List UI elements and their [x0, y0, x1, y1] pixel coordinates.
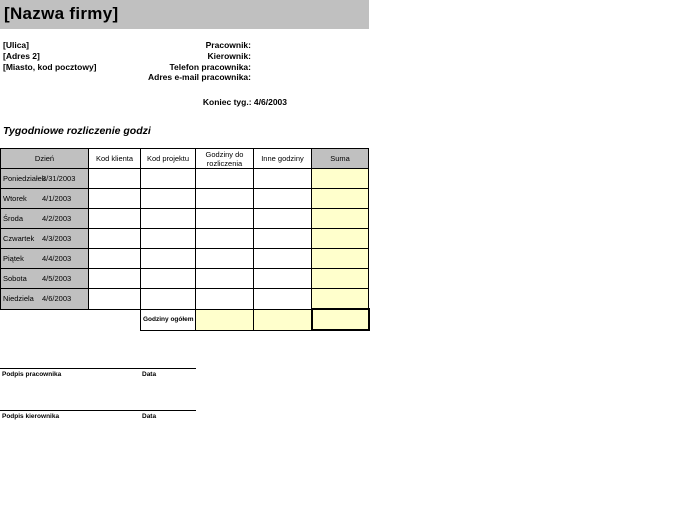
total-hours-label: Godziny ogółem — [141, 309, 196, 330]
employee-signature-line[interactable] — [0, 368, 196, 369]
client-code-cell[interactable] — [89, 209, 141, 229]
total-billable-hours-cell[interactable] — [196, 309, 254, 330]
project-code-cell[interactable] — [141, 169, 196, 189]
other-hours-cell[interactable] — [254, 269, 312, 289]
address-city[interactable]: [Miasto, kod pocztowy] — [3, 62, 97, 72]
day-date: 4/2/2003 — [42, 214, 72, 223]
day-cell[interactable] — [1, 269, 89, 289]
client-code-cell[interactable] — [89, 269, 141, 289]
day-date: 4/1/2003 — [42, 194, 72, 203]
col-header-total: Suma — [312, 149, 369, 169]
row-sum-cell[interactable] — [312, 169, 369, 189]
other-hours-cell[interactable] — [254, 289, 312, 310]
client-code-cell[interactable] — [89, 169, 141, 189]
day-name: Poniedziałek — [3, 174, 46, 183]
empty-cell — [1, 309, 89, 330]
address-line-2[interactable]: [Adres 2] — [3, 51, 40, 61]
project-code-cell[interactable] — [141, 229, 196, 249]
table-row — [1, 229, 369, 249]
manager-label: Kierownik: — [207, 51, 251, 61]
billable-hours-cell[interactable] — [196, 249, 254, 269]
project-code-cell[interactable] — [141, 269, 196, 289]
sheet-title: Tygodniowe rozliczenie godzi — [3, 125, 151, 137]
address-line-1[interactable]: [Ulica] — [3, 40, 29, 50]
day-name: Środa — [3, 214, 24, 223]
billable-hours-cell[interactable] — [196, 169, 254, 189]
col-header-day: Dzień — [1, 149, 89, 169]
day-date: 4/4/2003 — [42, 254, 72, 263]
table-row — [1, 249, 369, 269]
client-code-cell[interactable] — [89, 249, 141, 269]
day-cell[interactable] — [1, 189, 89, 209]
other-hours-cell[interactable] — [254, 169, 312, 189]
table-row — [1, 209, 369, 229]
employee-signature-label: Podpis pracownika — [2, 371, 62, 378]
col-header-project-code: Kod projektu — [141, 149, 196, 169]
day-name: Czwartek — [3, 234, 35, 243]
day-date: 3/31/2003 — [42, 174, 76, 183]
day-cell[interactable] — [1, 209, 89, 229]
other-hours-cell[interactable] — [254, 249, 312, 269]
manager-signature-label: Podpis kierownika — [2, 413, 60, 420]
col-header-other-hours: Inne godziny — [254, 149, 312, 169]
day-date: 4/6/2003 — [42, 294, 72, 303]
other-hours-cell[interactable] — [254, 209, 312, 229]
client-code-cell[interactable] — [89, 289, 141, 310]
other-hours-cell[interactable] — [254, 189, 312, 209]
grand-total-cell[interactable] — [312, 309, 369, 330]
day-date: 4/3/2003 — [42, 234, 72, 243]
table-row — [1, 289, 369, 310]
day-name: Niedziela — [3, 294, 34, 303]
row-sum-cell[interactable] — [312, 289, 369, 310]
row-sum-cell[interactable] — [312, 209, 369, 229]
table-row — [1, 269, 369, 289]
day-date: 4/5/2003 — [42, 274, 72, 283]
client-code-cell[interactable] — [89, 189, 141, 209]
other-hours-cell[interactable] — [254, 229, 312, 249]
col-header-client-code: Kod klienta — [89, 149, 141, 169]
employee-email-label: Adres e-mail pracownika: — [148, 72, 251, 82]
employee-label: Pracownik: — [205, 40, 251, 50]
project-code-cell[interactable] — [141, 209, 196, 229]
company-name[interactable]: [Nazwa firmy] — [4, 4, 119, 23]
table-row — [1, 169, 369, 189]
day-name: Sobota — [3, 274, 27, 283]
table-row — [1, 189, 369, 209]
billable-hours-cell[interactable] — [196, 289, 254, 310]
day-name: Wtorek — [3, 194, 27, 203]
manager-signature-date-label: Data — [142, 413, 157, 420]
day-cell[interactable] — [1, 229, 89, 249]
week-ending-date[interactable]: Koniec tyg.: 4/6/2003 — [202, 97, 287, 107]
project-code-cell[interactable] — [141, 189, 196, 209]
row-sum-cell[interactable] — [312, 269, 369, 289]
billable-hours-cell[interactable] — [196, 189, 254, 209]
row-sum-cell[interactable] — [312, 249, 369, 269]
project-code-cell[interactable] — [141, 249, 196, 269]
billable-hours-cell[interactable] — [196, 209, 254, 229]
total-row — [1, 309, 369, 330]
client-code-cell[interactable] — [89, 229, 141, 249]
timesheet-table — [0, 148, 370, 331]
employee-phone-label: Telefon pracownika: — [169, 62, 251, 72]
total-other-hours-cell[interactable] — [254, 309, 312, 330]
day-cell[interactable] — [1, 169, 89, 189]
manager-signature-line[interactable] — [0, 410, 196, 411]
project-code-cell[interactable] — [141, 289, 196, 310]
day-cell[interactable] — [1, 249, 89, 269]
empty-cell — [89, 309, 141, 330]
employee-signature-date-label: Data — [142, 371, 157, 378]
day-cell[interactable] — [1, 289, 89, 310]
day-name: Piątek — [3, 254, 24, 263]
col-header-billable-hours: Godziny do rozliczenia — [196, 149, 254, 169]
billable-hours-cell[interactable] — [196, 269, 254, 289]
row-sum-cell[interactable] — [312, 229, 369, 249]
row-sum-cell[interactable] — [312, 189, 369, 209]
billable-hours-cell[interactable] — [196, 229, 254, 249]
